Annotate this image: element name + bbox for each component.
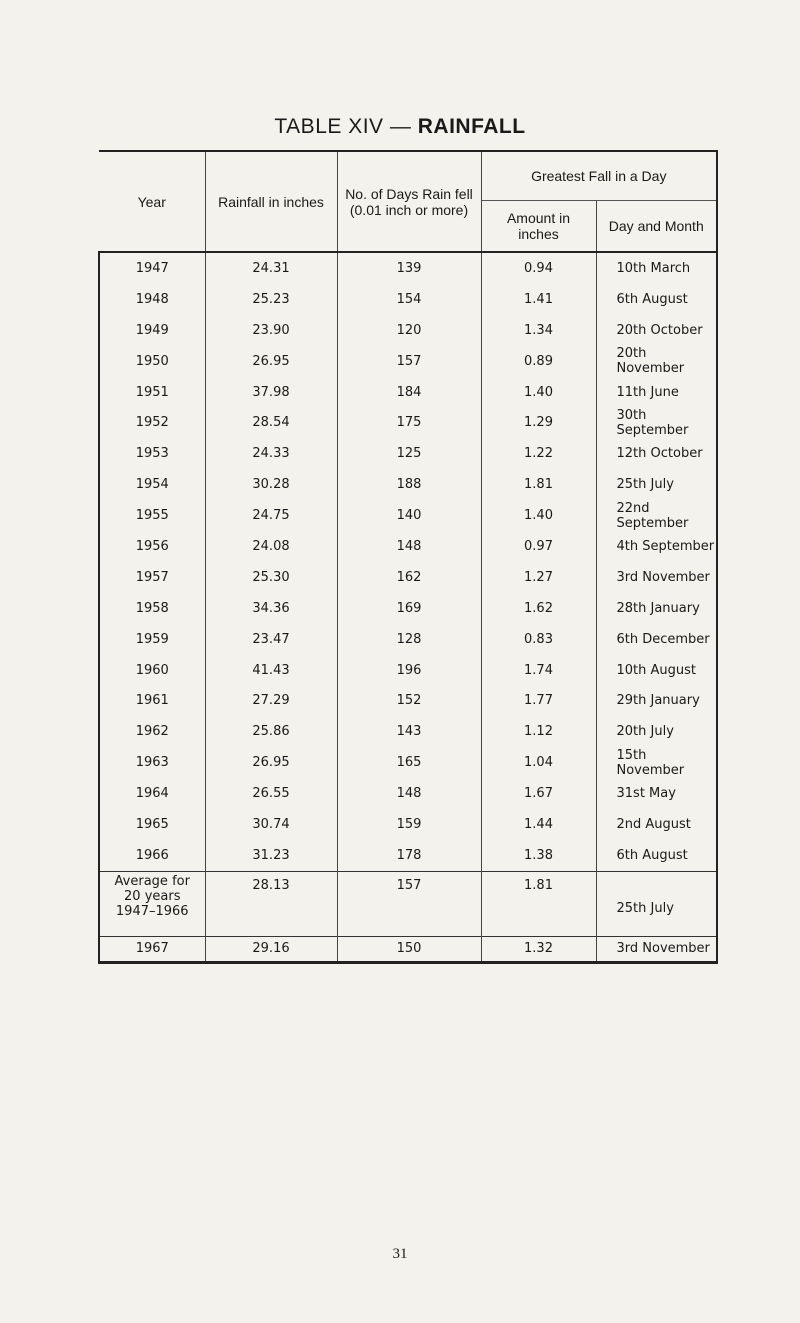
cell-amount: 1.41 (481, 284, 596, 315)
cell-year: 1965 (99, 809, 205, 840)
cell-day-month: 10th August (596, 655, 717, 686)
cell-rainfall: 24.75 (205, 500, 337, 531)
cell-days: 196 (337, 655, 481, 686)
page-number: 31 (392, 1246, 408, 1262)
cell-rainfall: 37.98 (205, 377, 337, 408)
cell-year: 1961 (99, 685, 205, 716)
table-row (99, 407, 717, 438)
cell-amount: 1.40 (481, 500, 596, 531)
title-bold: RAINFALL (417, 115, 526, 138)
cell-year: 1964 (99, 778, 205, 809)
header-amount: Amount in inches (481, 201, 596, 253)
cell-rainfall: 25.86 (205, 716, 337, 747)
cell-year: 1956 (99, 531, 205, 562)
cell-day-month: 10th March (596, 252, 717, 284)
cell-days: 157 (337, 346, 481, 377)
table-row (99, 655, 717, 686)
header-greatest-fall: Greatest Fall in a Day (481, 151, 717, 201)
cell-year: 1948 (99, 284, 205, 315)
cell-year: 1966 (99, 840, 205, 871)
cell-days: 169 (337, 593, 481, 624)
table-row (99, 778, 717, 809)
cell-amount: 1.34 (481, 315, 596, 346)
table-row (99, 252, 717, 284)
cell-average-rainfall: 28.13 (205, 871, 337, 936)
table-row (99, 562, 717, 593)
cell-day-month: 4th September (596, 531, 717, 562)
cell-days: 178 (337, 840, 481, 871)
cell-days: 175 (337, 407, 481, 438)
cell-year: 1952 (99, 407, 205, 438)
cell-average-day-month: 25th July (596, 871, 717, 936)
cell-amount: 1.40 (481, 377, 596, 408)
table-row (99, 438, 717, 469)
table-row (99, 531, 717, 562)
cell-days: 188 (337, 469, 481, 500)
table-header (99, 151, 717, 252)
cell-rainfall: 26.95 (205, 747, 337, 778)
cell-amount: 1.22 (481, 438, 596, 469)
cell-day-month: 15th November (596, 747, 717, 778)
cell-amount: 1.12 (481, 716, 596, 747)
cell-amount: 1.62 (481, 593, 596, 624)
cell-day-month: 31st May (596, 778, 717, 809)
cell-amount: 1.81 (481, 469, 596, 500)
header-year: Year (99, 151, 205, 252)
table-row (99, 716, 717, 747)
cell-day-month: 12th October (596, 438, 717, 469)
cell-days: 120 (337, 315, 481, 346)
cell-days: 165 (337, 747, 481, 778)
cell-rainfall: 26.55 (205, 778, 337, 809)
cell-rainfall: 24.31 (205, 252, 337, 284)
cell-day-month: 20th July (596, 716, 717, 747)
cell-average-label (99, 871, 205, 936)
table-row (99, 346, 717, 377)
cell-year: 1959 (99, 624, 205, 655)
cell-days: 152 (337, 685, 481, 716)
cell-year: 1962 (99, 716, 205, 747)
cell-current-day-month: 3rd November (596, 936, 717, 962)
cell-day-month: 6th December (596, 624, 717, 655)
average-label-line2: 20 years (124, 888, 181, 904)
cell-amount: 1.38 (481, 840, 596, 871)
cell-amount: 1.74 (481, 655, 596, 686)
cell-amount: 0.83 (481, 624, 596, 655)
cell-average-amount: 1.81 (481, 871, 596, 936)
rainfall-table (98, 150, 718, 964)
cell-day-month: 2nd August (596, 809, 717, 840)
cell-average-days: 157 (337, 871, 481, 936)
cell-day-month: 22nd September (596, 500, 717, 531)
cell-amount: 0.97 (481, 531, 596, 562)
table-row (99, 377, 717, 408)
title-prefix: TABLE XIV — (274, 115, 412, 138)
cell-rainfall: 25.23 (205, 284, 337, 315)
page-title (0, 115, 800, 139)
table-row (99, 284, 717, 315)
cell-day-month: 20th November (596, 346, 717, 377)
cell-rainfall: 27.29 (205, 685, 337, 716)
cell-rainfall: 24.33 (205, 438, 337, 469)
cell-days: 140 (337, 500, 481, 531)
cell-amount: 1.29 (481, 407, 596, 438)
cell-rainfall: 34.36 (205, 593, 337, 624)
cell-current-rainfall: 29.16 (205, 936, 337, 962)
cell-day-month: 28th January (596, 593, 717, 624)
header-day-month: Day and Month (596, 201, 717, 253)
cell-amount: 1.77 (481, 685, 596, 716)
cell-days: 128 (337, 624, 481, 655)
cell-rainfall: 26.95 (205, 346, 337, 377)
table-row (99, 624, 717, 655)
header-rainfall: Rainfall in inches (205, 151, 337, 252)
table-row (99, 593, 717, 624)
table-row (99, 840, 717, 871)
table-row-current (99, 936, 717, 962)
cell-amount: 0.94 (481, 252, 596, 284)
cell-year: 1957 (99, 562, 205, 593)
table-row (99, 315, 717, 346)
table-body (99, 252, 717, 962)
cell-days: 125 (337, 438, 481, 469)
cell-days: 162 (337, 562, 481, 593)
cell-year: 1963 (99, 747, 205, 778)
cell-year: 1949 (99, 315, 205, 346)
cell-year: 1953 (99, 438, 205, 469)
cell-year: 1947 (99, 252, 205, 284)
cell-days: 148 (337, 778, 481, 809)
cell-amount: 1.44 (481, 809, 596, 840)
cell-year: 1958 (99, 593, 205, 624)
cell-day-month: 29th January (596, 685, 717, 716)
cell-day-month: 6th August (596, 284, 717, 315)
table-row (99, 469, 717, 500)
cell-days: 154 (337, 284, 481, 315)
cell-rainfall: 30.28 (205, 469, 337, 500)
cell-current-days: 150 (337, 936, 481, 962)
cell-rainfall: 31.23 (205, 840, 337, 871)
cell-year: 1960 (99, 655, 205, 686)
cell-amount: 0.89 (481, 346, 596, 377)
cell-year: 1951 (99, 377, 205, 408)
cell-current-year: 1967 (99, 936, 205, 962)
cell-amount: 1.27 (481, 562, 596, 593)
cell-days: 184 (337, 377, 481, 408)
table-row (99, 747, 717, 778)
cell-rainfall: 41.43 (205, 655, 337, 686)
cell-day-month: 11th June (596, 377, 717, 408)
header-days: No. of Days Rain fell (0.01 inch or more) (337, 151, 481, 252)
table-row (99, 809, 717, 840)
cell-rainfall: 25.30 (205, 562, 337, 593)
table-row (99, 685, 717, 716)
table-row (99, 500, 717, 531)
average-label-line3: 1947–1966 (115, 903, 189, 919)
cell-day-month: 6th August (596, 840, 717, 871)
cell-rainfall: 28.54 (205, 407, 337, 438)
average-label-line1: Average for (114, 873, 190, 889)
table-row-average (99, 871, 717, 936)
cell-year: 1950 (99, 346, 205, 377)
cell-day-month: 30th September (596, 407, 717, 438)
cell-rainfall: 24.08 (205, 531, 337, 562)
cell-days: 143 (337, 716, 481, 747)
cell-days: 159 (337, 809, 481, 840)
cell-days: 148 (337, 531, 481, 562)
cell-rainfall: 23.47 (205, 624, 337, 655)
cell-rainfall: 30.74 (205, 809, 337, 840)
cell-year: 1954 (99, 469, 205, 500)
cell-year: 1955 (99, 500, 205, 531)
cell-amount: 1.67 (481, 778, 596, 809)
cell-current-amount: 1.32 (481, 936, 596, 962)
cell-day-month: 20th October (596, 315, 717, 346)
cell-amount: 1.04 (481, 747, 596, 778)
cell-days: 139 (337, 252, 481, 284)
cell-day-month: 3rd November (596, 562, 717, 593)
cell-day-month: 25th July (596, 469, 717, 500)
cell-rainfall: 23.90 (205, 315, 337, 346)
